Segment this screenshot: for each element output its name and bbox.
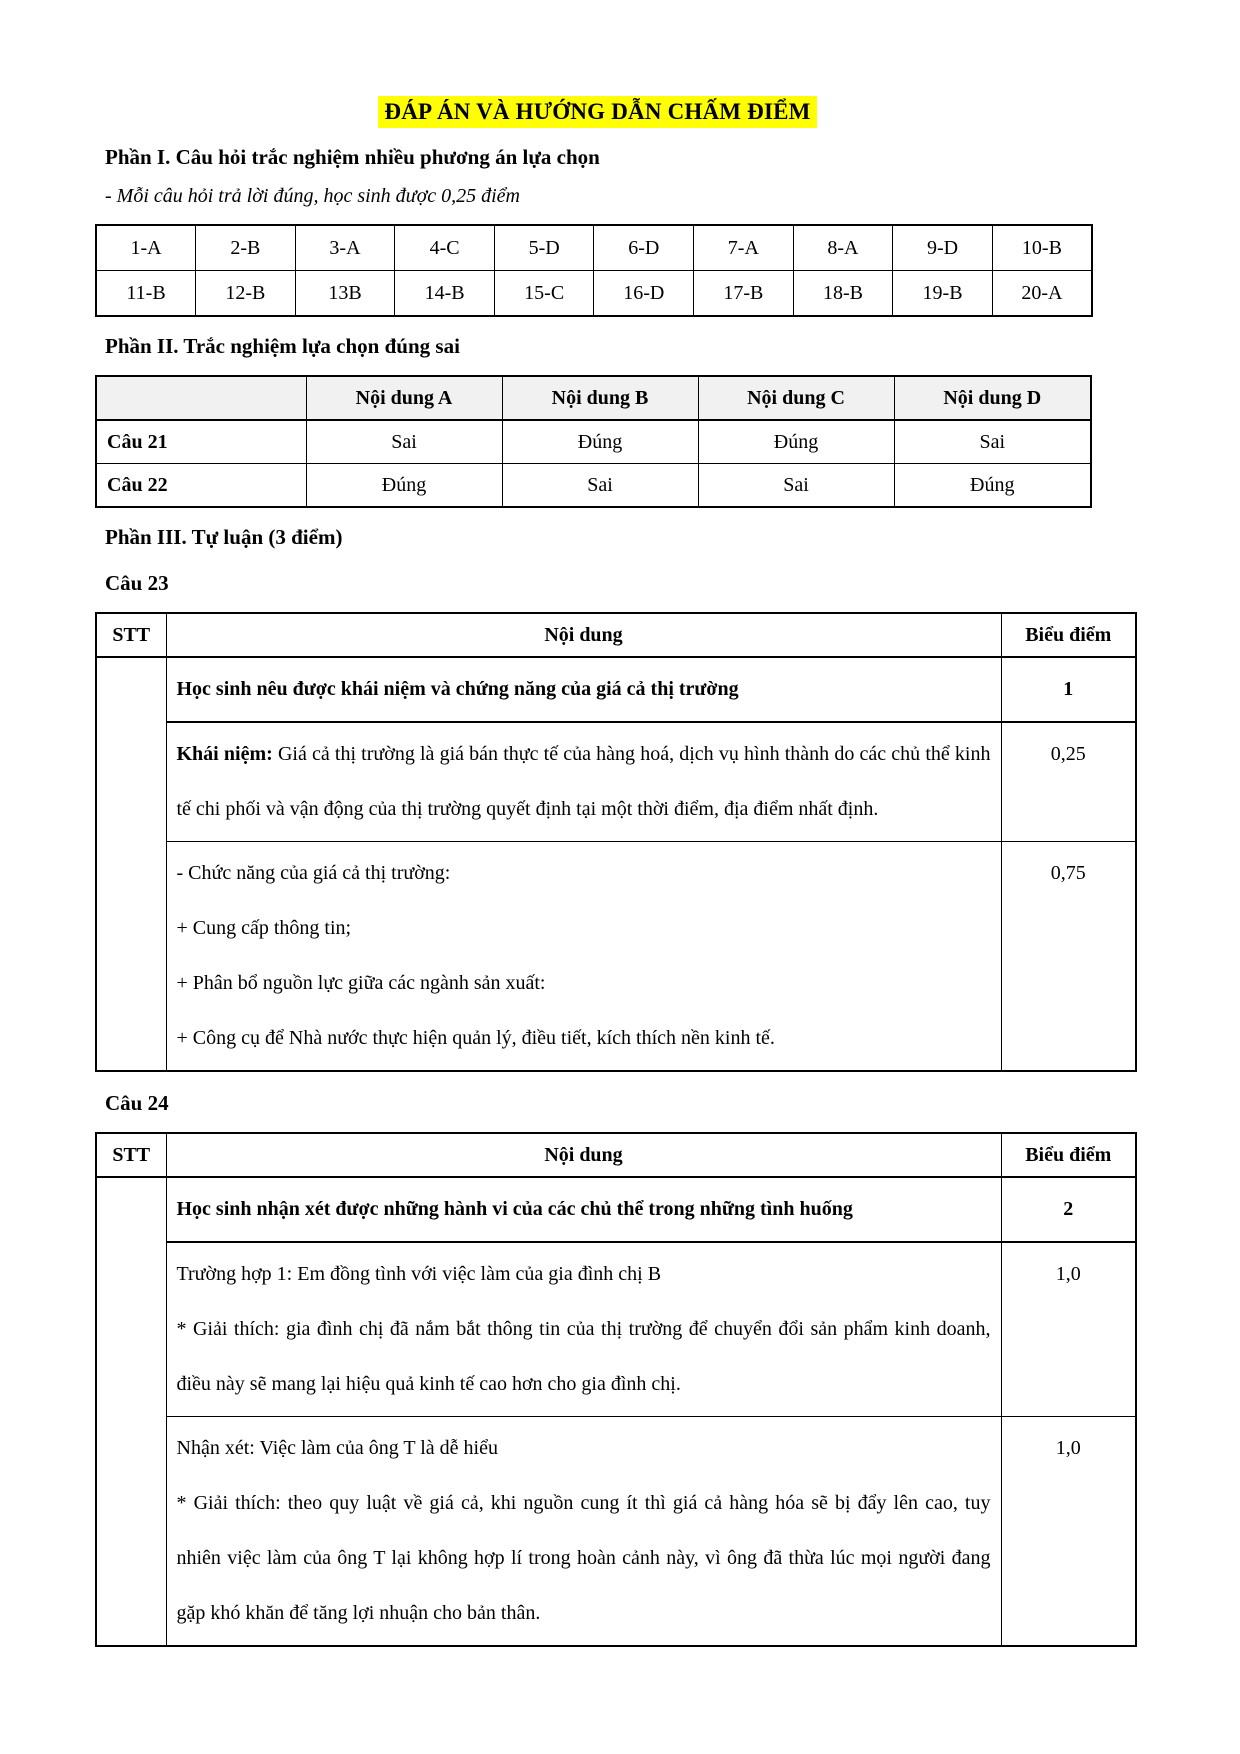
answer-cell: 4-C <box>395 225 495 271</box>
function-line: + Phân bổ nguồn lực giữa các ngành sản xuất: <box>176 972 546 994</box>
question-23-rubric-table <box>95 612 1137 1072</box>
answer-cell: 19-B <box>893 271 993 317</box>
case2-explanation: * Giải thích: theo quy luật về giá cả, khi nguồn cung ít thì giá cả hàng hóa sẽ bị đẩy lên cao, tuy nhiên việc làm của ông T lại không hợp lí trong hoàn cảnh này, vì ông đã thừa lúc mọi người đang gặp khó khăn để tăng lợi nhuận cho bản thân. <box>176 1492 991 1624</box>
truefalse-cell: Sai <box>698 464 894 508</box>
answer-cell: 20-A <box>992 271 1092 317</box>
rubric-row <box>96 1417 1136 1647</box>
question-23-label: Câu 23 <box>105 571 169 595</box>
answer-cell: 16-D <box>594 271 694 317</box>
case2-statement: Nhận xét: Việc làm của ông T là dễ hiểu <box>176 1437 498 1459</box>
function-line: + Cung cấp thông tin; <box>176 917 352 939</box>
answer-cell: 11-B <box>96 271 196 317</box>
table-header-row <box>96 613 1136 657</box>
case1-statement: Trường hợp 1: Em đồng tình với việc làm của gia đình chị B <box>176 1263 662 1285</box>
answer-cell: 13B <box>295 271 395 317</box>
table-row <box>96 464 1091 508</box>
stt-empty-cell <box>96 1177 166 1646</box>
rubric-summary-row <box>96 1177 1136 1242</box>
truefalse-cell: Đúng <box>306 464 502 508</box>
part2-truefalse-table <box>95 375 1092 508</box>
score-cell: 2 <box>1001 1177 1136 1242</box>
answer-cell: 2-B <box>196 225 296 271</box>
truefalse-cell: Sai <box>306 420 502 464</box>
truefalse-cell: Đúng <box>698 420 894 464</box>
function-line: - Chức năng của giá cả thị trường: <box>176 862 451 884</box>
part1-heading: Phần I. Câu hỏi trắc nghiệm nhiều phương án lựa chọn <box>105 145 600 169</box>
answer-cell: 14-B <box>395 271 495 317</box>
truefalse-cell: Sai <box>502 464 698 508</box>
score-cell: 0,25 <box>1001 722 1136 842</box>
truefalse-cell: Sai <box>894 420 1091 464</box>
question-label: Câu 22 <box>96 464 306 508</box>
question-label: Câu 21 <box>96 420 306 464</box>
rubric-row <box>96 1242 1136 1417</box>
rubric-functions-text <box>166 842 1001 1072</box>
rubric-case1-text <box>166 1242 1001 1417</box>
column-header: Nội dung <box>166 613 1001 657</box>
function-line: + Công cụ để Nhà nước thực hiện quản lý, điều tiết, kích thích nền kinh tế. <box>176 1027 775 1049</box>
rubric-case2-text <box>166 1417 1001 1647</box>
corner-cell <box>96 376 306 420</box>
question-24-label: Câu 24 <box>105 1091 169 1115</box>
rubric-summary-row <box>96 657 1136 722</box>
rubric-summary-text: Học sinh nhận xét được những hành vi của các chủ thể trong những tình huống <box>166 1177 1001 1242</box>
score-cell: 1 <box>1001 657 1136 722</box>
column-header: Nội dung <box>166 1133 1001 1177</box>
part3-heading: Phần III. Tự luận (3 điểm) <box>105 525 343 549</box>
table-row <box>96 271 1092 317</box>
answer-cell: 12-B <box>196 271 296 317</box>
rubric-concept-text <box>166 722 1001 842</box>
stt-empty-cell <box>96 657 166 1071</box>
table-header-row <box>96 376 1091 420</box>
answer-cell: 5-D <box>494 225 594 271</box>
table-row <box>96 225 1092 271</box>
page-title: ĐÁP ÁN VÀ HƯỚNG DẪN CHẤM ĐIỂM <box>378 96 816 128</box>
answer-cell: 15-C <box>494 271 594 317</box>
column-header: Nội dung C <box>698 376 894 420</box>
truefalse-cell: Đúng <box>894 464 1091 508</box>
answer-cell: 17-B <box>694 271 794 317</box>
answer-cell: 6-D <box>594 225 694 271</box>
concept-body: Giá cả thị trường là giá bán thực tế của hàng hoá, dịch vụ hình thành do các chủ thể kinh tế chi phối và vận động của thị trường quyết định tại một thời điểm, địa điểm nhất định. <box>176 743 991 820</box>
column-header: STT <box>96 1133 166 1177</box>
part2-heading: Phần II. Trắc nghiệm lựa chọn đúng sai <box>105 334 460 358</box>
rubric-summary-text: Học sinh nêu được khái niệm và chứng năng của giá cả thị trường <box>166 657 1001 722</box>
table-row <box>96 420 1091 464</box>
score-cell: 0,75 <box>1001 842 1136 1072</box>
column-header: Biểu điểm <box>1001 1133 1136 1177</box>
table-header-row <box>96 1133 1136 1177</box>
answer-cell: 7-A <box>694 225 794 271</box>
answer-cell: 18-B <box>793 271 893 317</box>
truefalse-cell: Đúng <box>502 420 698 464</box>
rubric-row <box>96 722 1136 842</box>
question-24-rubric-table <box>95 1132 1137 1647</box>
part1-note: - Mỗi câu hỏi trả lời đúng, học sinh được 0,25 điểm <box>105 185 520 207</box>
score-cell: 1,0 <box>1001 1242 1136 1417</box>
answer-cell: 3-A <box>295 225 395 271</box>
score-cell: 1,0 <box>1001 1417 1136 1647</box>
answer-cell: 8-A <box>793 225 893 271</box>
answer-cell: 1-A <box>96 225 196 271</box>
title-wrap <box>55 96 1140 128</box>
column-header: Nội dung B <box>502 376 698 420</box>
answer-cell: 9-D <box>893 225 993 271</box>
part1-answers-table <box>95 224 1093 317</box>
column-header: Biểu điểm <box>1001 613 1136 657</box>
column-header: Nội dung D <box>894 376 1091 420</box>
answer-cell: 10-B <box>992 225 1092 271</box>
concept-lead: Khái niệm: <box>176 743 273 765</box>
column-header: Nội dung A <box>306 376 502 420</box>
case1-explanation: * Giải thích: gia đình chị đã nắm bắt thông tin của thị trường để chuyển đổi sản phẩm kinh doanh, điều này sẽ mang lại hiệu quả kinh tế cao hơn cho gia đình chị. <box>176 1318 991 1395</box>
column-header: STT <box>96 613 166 657</box>
rubric-row <box>96 842 1136 1072</box>
